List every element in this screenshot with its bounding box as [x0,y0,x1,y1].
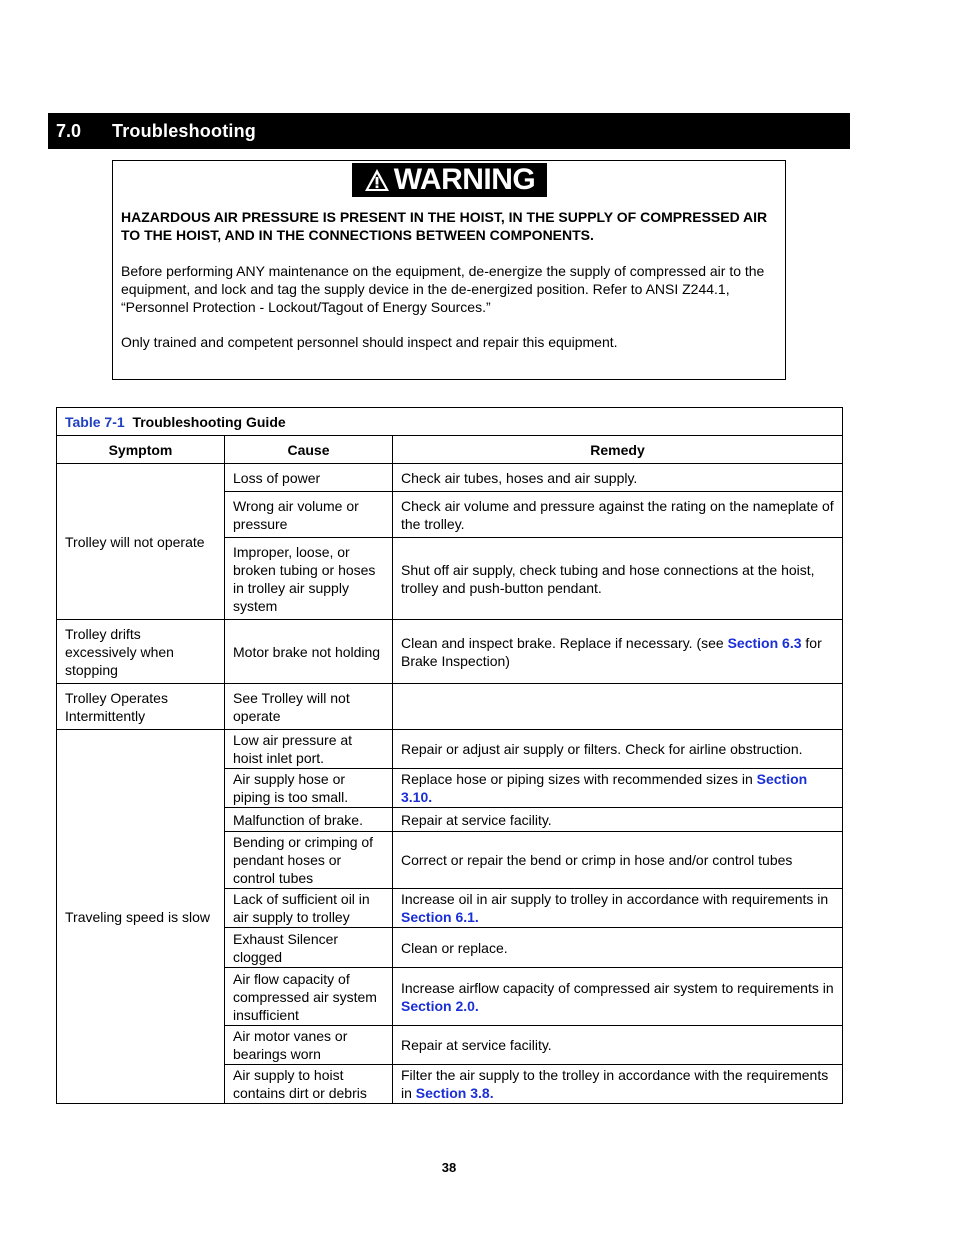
table-row [57,464,843,492]
remedy-cell [393,684,843,730]
troubleshooting-table [56,407,843,1104]
remedy-cell: Shut off air supply, check tubing and hose connections at the hoist, trolley and push-button pendant. [393,538,843,620]
cause-cell: Low air pressure at hoist inlet port. [225,730,393,769]
remedy-cell: Clean or replace. [393,928,843,968]
remedy-cell [393,769,843,808]
section-link[interactable]: Section 3.10 [401,771,808,805]
section-link[interactable]: Section 2.0 [401,997,475,1014]
section-link[interactable]: Section 3.8 [415,1085,490,1101]
hazard-statement: HAZARDOUS AIR PRESSURE IS PRESENT IN THE HOIST, IN THE SUPPLY OF COMPRESSED AIR TO THE HOIST, AND IN THE CONNECTIONS BETWEEN COMPONENTS. [121,209,768,243]
remedy-text: Replace hose or piping sizes with recommended sizes in [401,771,757,787]
personnel-note: Only trained and competent personnel should inspect and repair this equipment. [121,334,618,350]
cause-cell: Loss of power [225,464,393,492]
warning-sign-label: WARNING [393,163,536,196]
table-header-row [57,436,843,464]
column-header-symptom: Symptom [57,436,225,464]
warning-box [112,160,786,380]
remedy-punctuation: . [474,997,479,1014]
table-row [57,730,843,769]
symptom-cell: Trolley will not operate [57,464,225,620]
remedy-cell: Correct or repair the bend or crimp in hose and/or control tubes [393,832,843,889]
remedy-cell [393,968,843,1026]
remedy-punctuation: . [428,789,433,805]
cause-cell: Air flow capacity of compressed air system insufficient [225,968,393,1026]
remedy-cell: Repair at service facility. [393,1026,843,1065]
remedy-cell: Check air volume and pressure against the rating on the nameplate of the trolley. [393,492,843,538]
table-caption-row [57,408,843,436]
section-link[interactable]: Section 6.1 [401,909,475,925]
section-title: Troubleshooting [112,121,256,141]
section-number: 7.0 [56,121,82,141]
cause-cell: Air supply hose or piping is too small. [225,769,393,808]
table-row [57,620,843,684]
remedy-text: Increase oil in air supply to trolley in accordance with requirements in [401,891,829,907]
cause-cell: Motor brake not holding [225,620,393,684]
remedy-punctuation: . [489,1085,494,1101]
symptom-cell: Trolley drifts excessively when stopping [57,620,225,684]
table-caption-title: Troubleshooting Guide [132,413,286,430]
table-row [57,684,843,730]
cause-cell: Improper, loose, or broken tubing or hoses in trolley air supply system [225,538,393,620]
cause-cell: Lack of sufficient oil in air supply to trolley [225,889,393,928]
remedy-text: Filter the air supply to the trolley in accordance with the requirements in [401,1067,829,1101]
remedy-cell: Check air tubes, hoses and air supply. [393,464,843,492]
column-header-cause: Cause [225,436,393,464]
section-link[interactable]: Section 6.3 [727,634,802,651]
warning-triangle-icon [364,168,390,192]
cause-cell: Malfunction of brake. [225,808,393,832]
cause-cell: Wrong air volume or pressure [225,492,393,538]
column-header-remedy: Remedy [393,436,843,464]
table-caption [57,408,843,436]
maintenance-instruction: Before performing ANY maintenance on the equipment, de-energize the supply of compressed air to the equipment, and lock and tag the supply device in the de-energized position. Refer to ANSI Z244.1, “Personnel Protection - Lockout/Tagout of Energy Sources.” [121,263,765,315]
symptom-cell: Trolley Operates Intermittently [57,684,225,730]
cause-cell: Exhaust Silencer clogged [225,928,393,968]
remedy-punctuation: . [474,909,479,925]
remedy-text: Increase airflow capacity of compressed air system to requirements in [401,979,834,996]
remedy-cell: Repair at service facility. [393,808,843,832]
table-caption-ref: Table 7-1 [65,413,125,430]
remedy-text: for Brake Inspection) [401,634,822,669]
page-number: 38 [441,1160,457,1175]
remedy-text: Clean and inspect brake. Replace if necessary. (see [401,634,728,651]
cause-cell: Air supply to hoist contains dirt or debris [225,1065,393,1104]
warning-sign [352,163,547,197]
remedy-cell: Repair or adjust air supply or filters. Check for airline obstruction. [393,730,843,769]
remedy-cell [393,1065,843,1104]
remedy-cell [393,620,843,684]
remedy-cell [393,889,843,928]
section-header [48,113,850,149]
cause-cell: Bending or crimping of pendant hoses or control tubes [225,832,393,889]
cause-cell: See Trolley will not operate [225,684,393,730]
symptom-cell: Traveling speed is slow [57,730,225,1104]
cause-cell: Air motor vanes or bearings worn [225,1026,393,1065]
